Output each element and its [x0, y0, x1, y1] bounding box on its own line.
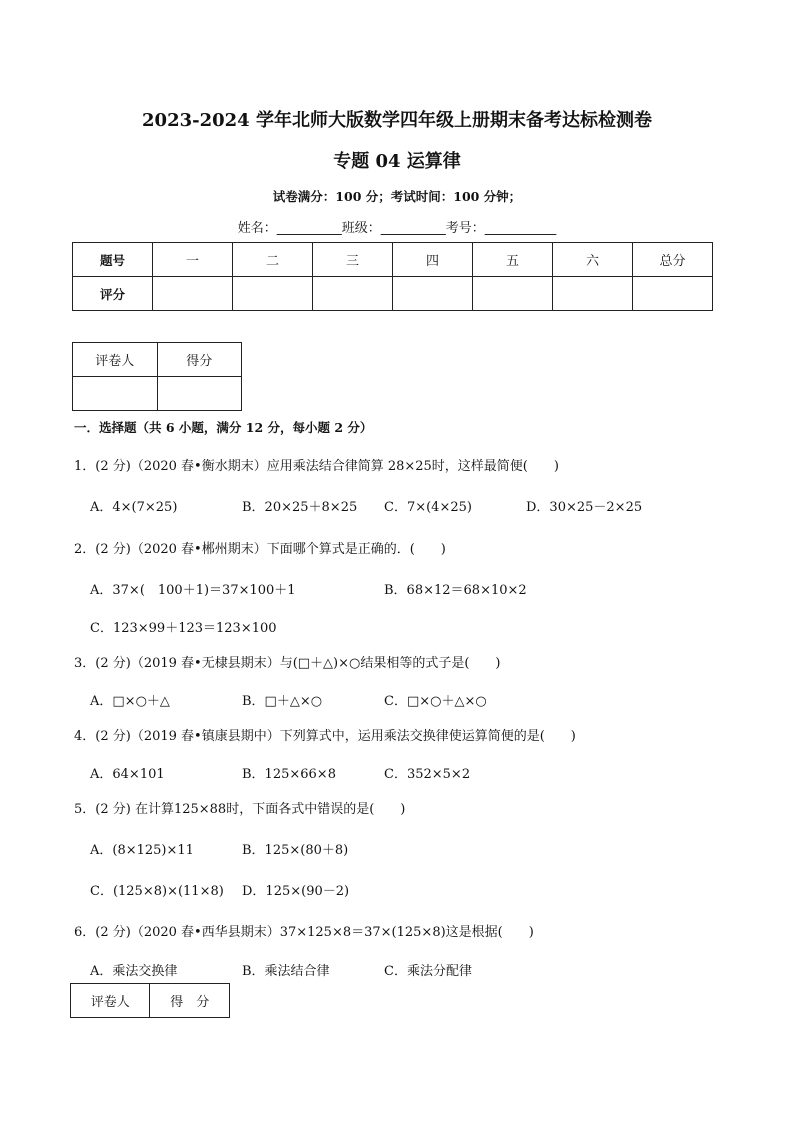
grader-cell[interactable]	[73, 377, 158, 411]
question-option[interactable]: A．(8×125)×11	[90, 843, 194, 858]
question-stem: 2．(2 分)（2020 春•郴州期末）下面哪个算式是正确的．( )	[74, 542, 446, 557]
score-header-cell: 六	[553, 243, 633, 277]
score-header-cell: 四	[393, 243, 473, 277]
score-row-label: 评分	[73, 277, 153, 311]
grader-score-label: 得分	[157, 343, 242, 377]
question-option[interactable]: D．125×(90－2)	[242, 884, 350, 899]
question-option[interactable]: A．□×○＋△	[90, 694, 170, 709]
exam-meta: 试卷满分：100 分；考试时间：100 分钟；	[272, 189, 522, 204]
question-stem: 3．(2 分)（2019 春•无棣县期末）与(□＋△)×○结果相等的式子是( )	[74, 656, 501, 671]
question-stem: 5．(2 分) 在计算125×88时，下面各式中错误的是( )	[74, 802, 406, 817]
grader-score-label: 得 分	[150, 984, 230, 1018]
score-header-cell: 题号	[73, 243, 153, 277]
question-option[interactable]: C．123×99＋123＝123×100	[90, 621, 277, 636]
question-option[interactable]: B．125×66×8	[242, 767, 336, 782]
question-option[interactable]: C．乘法分配律	[384, 964, 472, 979]
question-option[interactable]: C．(125×8)×(11×8)	[90, 884, 224, 899]
question-stem: 4．(2 分)（2019 春•镇康县期中）下列算式中，运用乘法交换律使运算简便的是( )	[74, 729, 576, 744]
score-cell[interactable]	[313, 277, 393, 311]
score-header-cell: 二	[233, 243, 313, 277]
question-option[interactable]: A．37×( 100＋1)＝37×100＋1	[90, 583, 296, 598]
score-table-score-row	[73, 277, 713, 311]
grader-score-cell[interactable]	[157, 377, 242, 411]
score-header-cell: 一	[153, 243, 233, 277]
exam-subtitle: 专题 04 运算律	[333, 151, 461, 172]
question-option[interactable]: B．□＋△×○	[242, 694, 323, 709]
score-cell[interactable]	[633, 277, 713, 311]
question-option[interactable]: A．乘法交换律	[90, 964, 178, 979]
question-option[interactable]: B．20×25＋8×25	[242, 500, 358, 515]
exam-title: 2023-2024 学年北师大版数学四年级上册期末备考达标检测卷	[142, 110, 652, 131]
question-option[interactable]: B．125×(80＋8)	[242, 843, 349, 858]
section-heading: 一．选择题（共 6 小题，满分 12 分，每小题 2 分）	[74, 420, 373, 435]
score-header-cell: 五	[473, 243, 553, 277]
question-stem: 6．(2 分)（2020 春•西华县期末）37×125×8＝37×(125×8)这是根据( )	[74, 925, 534, 940]
score-cell[interactable]	[153, 277, 233, 311]
grader-label: 评卷人	[73, 343, 158, 377]
grader-table-section2	[70, 983, 230, 1018]
score-header-cell: 总分	[633, 243, 713, 277]
score-cell[interactable]	[233, 277, 313, 311]
student-info-line: 姓名：__________班级：__________考号：___________	[237, 221, 557, 236]
score-table-header-row	[73, 243, 713, 277]
score-header-cell: 三	[313, 243, 393, 277]
question-option[interactable]: B．乘法结合律	[242, 964, 330, 979]
question-option[interactable]: C．□×○＋△×○	[384, 694, 487, 709]
question-option[interactable]: C．352×5×2	[384, 767, 471, 782]
question-option[interactable]: C．7×(4×25)	[384, 500, 472, 515]
score-table	[72, 242, 713, 311]
score-cell[interactable]	[393, 277, 473, 311]
question-option[interactable]: A．64×101	[90, 767, 165, 782]
question-option[interactable]: A．4×(7×25)	[90, 500, 178, 515]
question-option[interactable]: D．30×25－2×25	[526, 500, 643, 515]
question-stem: 1．(2 分)（2020 春•衡水期末）应用乘法结合律简算 28×25时，这样最简便( )	[74, 459, 559, 474]
grader-table	[72, 342, 242, 411]
score-cell[interactable]	[473, 277, 553, 311]
grader-label: 评卷人	[71, 984, 150, 1018]
score-cell[interactable]	[553, 277, 633, 311]
question-option[interactable]: B．68×12＝68×10×2	[384, 583, 527, 598]
